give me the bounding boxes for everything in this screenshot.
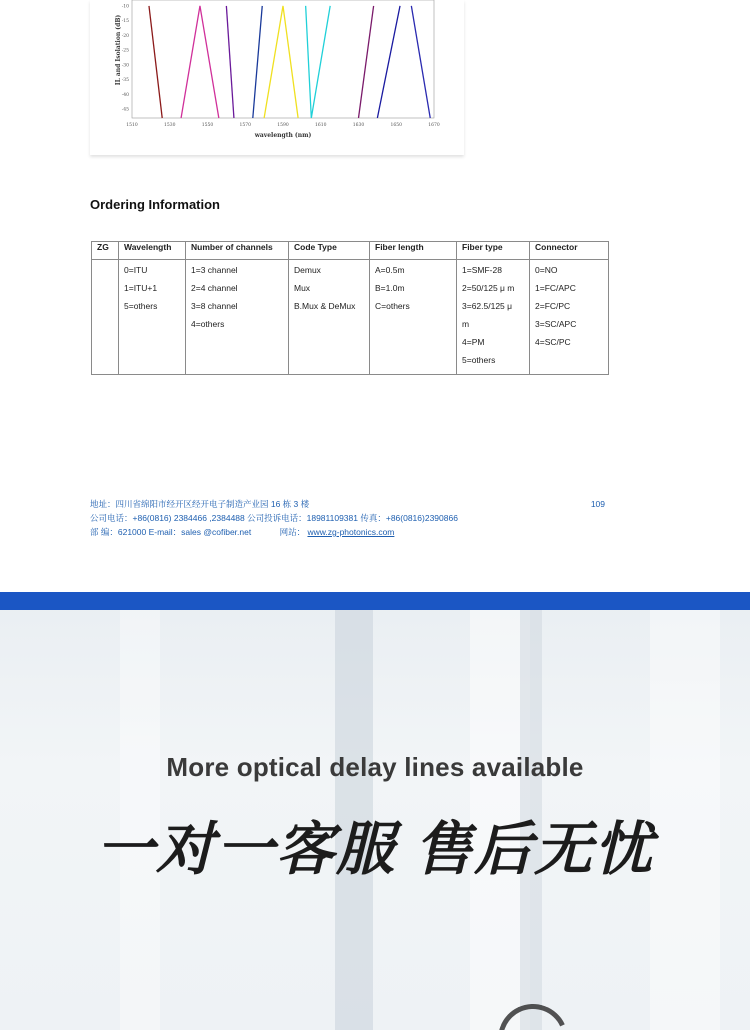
spectrum-series-line [264,6,298,118]
header-code-type: Code Type [289,242,370,260]
x-tick-label: 1670 [428,123,440,128]
fiber-type-option: 4=PM [462,337,485,347]
y-axis-title: IL and Isolation (dB) [115,14,122,86]
ordering-table [91,241,609,375]
footer-website-label: 网站： [279,527,306,537]
y-tick-label: -40 [121,92,129,98]
y-tick-label: -10 [121,4,129,10]
footer-postcode-email: 部 编：621000 E-mail：sales @cofiber.net [90,527,252,537]
x-tick-labels [126,122,440,128]
spectrum-series-line [253,6,262,118]
spectrum-series-line [411,6,430,118]
fiber-length-option: C=others [375,301,410,311]
x-tick-label: 1510 [126,123,138,128]
spectrum-chart [90,0,464,155]
connector-option: 4=SC/PC [535,337,571,347]
connector-option: 3=SC/APC [535,319,577,329]
footer-contact [90,525,610,539]
wavelength-option: 5=others [124,301,158,311]
wavelength-option: 0=ITU [124,265,148,275]
y-tick-label: -30 [121,63,129,69]
spectrum-series-line [226,6,234,118]
x-tick-label: 1590 [277,123,289,128]
x-tick-label: 1610 [315,123,327,128]
x-axis-title: wavelength (nm) [254,132,312,139]
wavelength-option: 1=ITU+1 [124,283,158,293]
fiber-type-option: 5=others [462,355,496,365]
banner-top-bar [0,592,750,610]
y-tick-label: -15 [121,19,129,25]
col-code-type [289,260,370,375]
fiber-type-option: 2=50/125 μ m [462,283,515,293]
header-fiber-type: Fiber type [457,242,530,260]
col-channels [186,260,289,375]
connector-option: 0=NO [535,265,558,275]
col-fiber-length [370,260,457,375]
header-connector: Connector [530,242,609,260]
x-tick-label: 1650 [390,123,402,128]
code-type-option: Mux [294,283,311,293]
banner-subtitle: More optical delay lines available [166,752,584,782]
header-zg: ZG [92,242,119,260]
channels-option: 2=4 channel [191,283,238,293]
service-banner [0,592,750,1030]
x-tick-label: 1570 [239,123,251,128]
x-tick-label: 1550 [201,123,214,128]
fiber-length-option: B=1.0m [375,283,405,293]
spectrum-series-line [359,6,374,118]
spectrum-series-line [306,6,331,118]
series-lines [149,6,430,118]
spectrum-chart-card [90,0,464,155]
header-wavelength: Wavelength [119,242,186,260]
footer-phone: 公司电话：+86(0816) 2384466 ,2384488 公司投诉电话：18981109381 传真：+86(0816)2390866 [90,513,458,523]
spectrum-series-line [377,6,400,118]
y-tick-label: -45 [121,107,129,113]
channels-option: 4=others [191,319,225,329]
col-connector [530,260,609,375]
spectrum-series-line [181,6,219,118]
col-wavelength [119,260,186,375]
fiber-type-option: m [462,319,470,329]
fiber-type-option: 3=62.5/125 μ [462,301,513,311]
y-tick-label: -20 [121,33,129,39]
header-channels: Number of channels [186,242,289,260]
fiber-length-option: A=0.5m [375,265,405,275]
channels-option: 1=3 channel [191,265,238,275]
footer-website-link[interactable]: www.zg-photonics.com [307,527,395,537]
connector-option: 2=FC/PC [535,301,571,311]
code-type-option: B.Mux & DeMux [294,301,356,311]
page-number: 109 [590,499,605,509]
ordering-body-row [92,260,609,375]
x-tick-label: 1530 [164,123,176,128]
channels-option: 3=8 channel [191,301,238,311]
ordering-title: Ordering Information [90,197,220,212]
code-type-option: Demux [294,265,321,275]
footer-address: 地址：四川省绵阳市经开区经开电子制造产业园 16 栋 3 楼 [90,499,310,509]
y-tick-label: -25 [121,48,129,54]
col-zg [92,260,119,375]
header-fiber-length: Fiber length [370,242,457,260]
col-fiber-type [457,260,530,375]
x-tick-label: 1630 [352,123,365,128]
ordering-header-row [92,242,609,260]
fiber-type-option: 1=SMF-28 [462,265,502,275]
connector-option: 1=FC/APC [535,283,576,293]
banner-headline: 一对一客服 售后无忧 [95,817,655,882]
y-tick-label: -35 [121,78,129,84]
page-footer [90,497,610,539]
spectrum-series-line [149,6,162,118]
y-tick-labels [122,3,129,112]
